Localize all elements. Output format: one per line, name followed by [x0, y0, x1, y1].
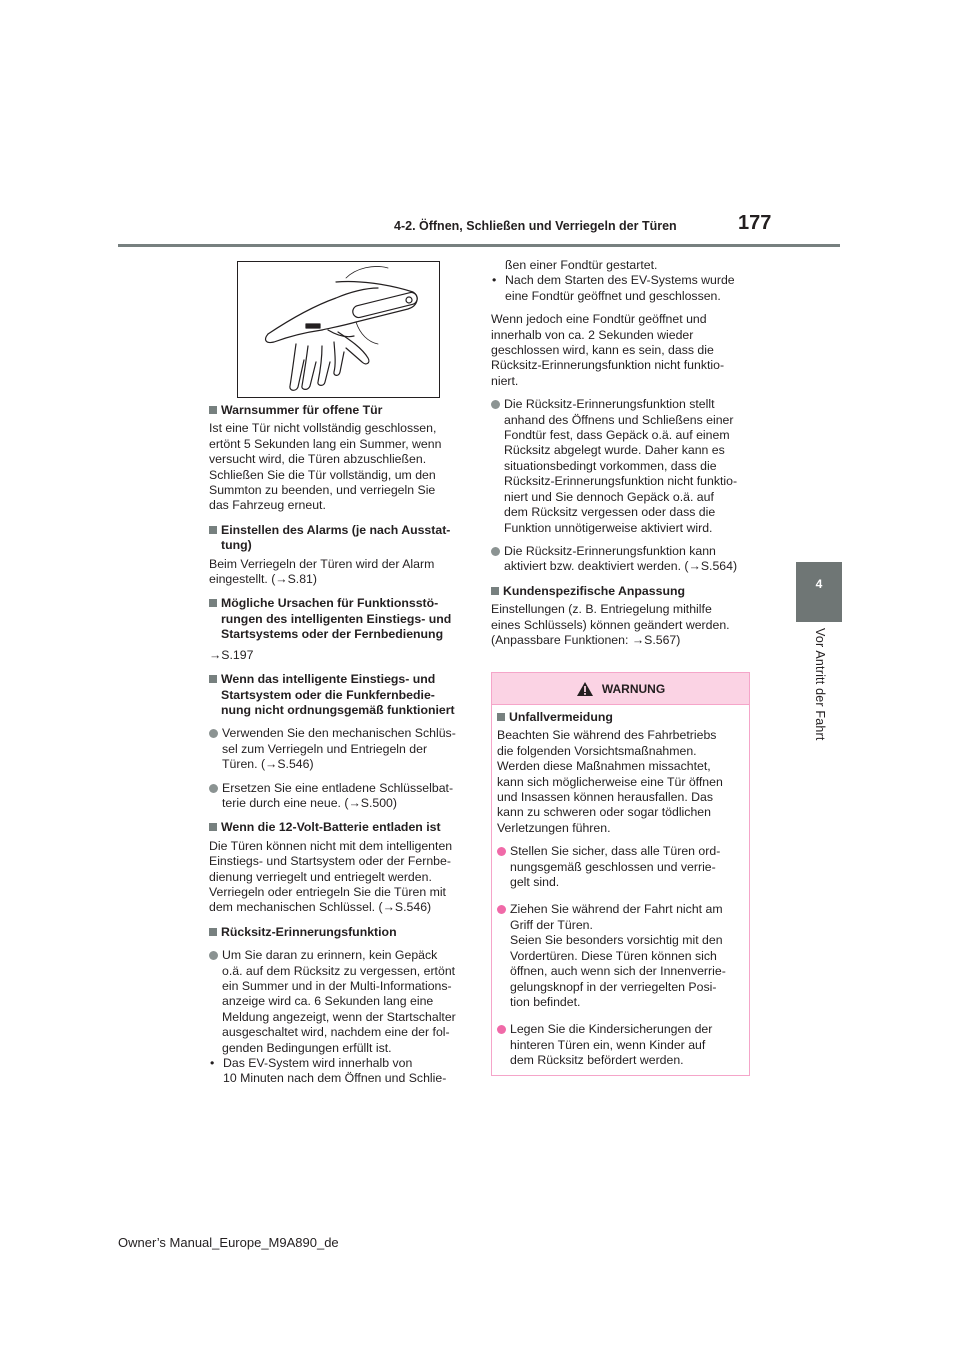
alarm-text: Beim Verriegeln der Türen wird der Alarm eingestellt. (→S.81) [209, 556, 435, 587]
chapter-label: Vor Antritt der Fahrt [813, 628, 827, 741]
list-item: Stellen Sie sicher, dass alle Türen ord- nungsgemäß geschlossen und verrie- gelt sind. [497, 844, 739, 890]
warning-box [491, 672, 750, 1076]
reminder-note: Wenn jedoch eine Fondtür geöffnet und innerhalb von ca. 2 Sekunden wieder geschlossen wird, kann es sein, dass die Rücksitz-Erinnerungsfunktion nicht funktio- niert. [491, 312, 725, 388]
warning-heading: Unfallvermeidung [497, 710, 739, 725]
list-item: Legen Sie die Kindersicherungen der hinteren Türen ein, wenn Kinder auf dem Rücksitz befördert werden. [497, 1022, 739, 1068]
warning-text: Beachten Sie während des Fahrbetriebs die folgenden Vorsichtsmaßnahmen. Werden diese Maßnahmen missachtet, kann sich möglicherweise eine Tür öffnen und Insassen können herausfallen. Das kann zu schweren oder sogar tödlichen Verletzungen führen. [497, 728, 723, 835]
warning-body [492, 705, 749, 1069]
customization-text: Einstellungen (z. B. Entriegelung mithilfe eines Schlüssels) können geändert werden. (Anpassbare Funktionen: →S.567) [491, 602, 730, 647]
list-item: Ziehen Sie während der Fahrt nicht am Griff der Türen. Seien Sie besonders vorsichtig mit den Vordertüren. Diese Türen können sich öffnen, auch wenn sich der Innenverrie- gelungsknopf in der verriegelten Posi- tion befindet. [497, 902, 739, 1010]
square-bullet-icon [209, 599, 217, 607]
section-heading-customization: Kundenspezifische Anpassung [491, 584, 751, 599]
section-heading-battery: Wenn die 12-Volt-Batterie entladen ist [209, 820, 467, 835]
header-rule [118, 244, 840, 247]
section-heading-not-working: Wenn das intelligente Einstiegs- und Startsystem oder die Funkfernbedie- nung nicht ordnungsgemäß funktioniert [209, 672, 467, 718]
dash-bullet-icon: • [492, 273, 497, 288]
square-bullet-icon [209, 928, 217, 936]
circle-bullet-icon [497, 1025, 506, 1034]
dash-list-item: • Nach dem Starten des EV-Systems wurde eine Fondtür geöffnet und geschlossen. [492, 273, 735, 303]
dash-list-item: • Das EV-System wird innerhalb von 10 Minuten nach dem Öffnen und Schlie- [210, 1056, 447, 1086]
section-heading-alarm: Einstellen des Alarms (je nach Ausstat- tung) [209, 523, 467, 554]
circle-bullet-icon [491, 547, 500, 556]
door-warning-text: Ist eine Tür nicht vollständig geschlossen, ertönt 5 Sekunden lang ein Summer, wenn versucht wird, die Türen abzuschließen. Schließen Sie die Tür vollständig, um den Summton zu beenden, und verriegeln Sie das Fahrzeug erneut. [209, 421, 442, 513]
circle-bullet-icon [209, 729, 218, 738]
header-title: 4-2. Öffnen, Schließen und Verriegeln der Türen [394, 219, 677, 233]
warning-title: WARNUNG [601, 681, 666, 696]
warning-triangle-icon [576, 681, 594, 697]
page-number: 177 [738, 212, 772, 234]
chapter-tab: 4 [796, 562, 842, 622]
warning-header [492, 673, 749, 705]
circle-bullet-icon [497, 905, 506, 914]
square-bullet-icon [209, 406, 217, 414]
footer-text: Owner’s Manual_Europe_M9A890_de [118, 1235, 339, 1250]
list-item: Verwenden Sie den mechanischen Schlüs- sel zum Verriegeln und Entriegeln der Türen. (→S.546) [209, 726, 467, 772]
battery-text: Die Türen können nicht mit dem intelligenten Einstiegs- und Startsystem oder der Fernbe- dienung verriegelt und entriegelt werden. Verriegeln oder entriegeln Sie die Türen mit dem mechanischen Schlüssel. (→S.546) [209, 838, 453, 915]
left-column [209, 403, 467, 1087]
circle-bullet-icon [497, 847, 506, 856]
continued-text: ßen einer Fondtür gestartet. [505, 258, 658, 272]
malfunction-ref: →S.197 [209, 647, 254, 662]
square-bullet-icon [209, 823, 217, 831]
circle-bullet-icon [209, 784, 218, 793]
section-heading-malfunction: Mögliche Ursachen für Funktionsstö- rungen des intelligenten Einstiegs- und Startsystems oder der Fernbedienung [209, 596, 467, 642]
square-bullet-icon [209, 526, 217, 534]
square-bullet-icon [491, 587, 499, 595]
circle-bullet-icon [209, 951, 218, 960]
square-bullet-icon [209, 675, 217, 683]
list-item: Um Sie daran zu erinnern, kein Gepäck o.ä. auf dem Rücksitz zu vergessen, ertönt ein Summer und in der Multi-Informations- anzeige wird ca. 6 Sekunden lang eine Meldung angezeigt, wenn der Startschalter ausgeschaltet wird, nachdem eine der fol- genden Bedingungen erfüllt ist. [209, 948, 467, 1056]
hand-on-door-handle-illustration [237, 261, 440, 398]
square-bullet-icon [497, 713, 505, 721]
section-heading-rear-seat-reminder: Rücksitz-Erinnerungsfunktion [209, 925, 467, 940]
right-column [491, 258, 751, 648]
circle-bullet-icon [491, 400, 500, 409]
list-item: Ersetzen Sie eine entladene Schlüsselbat- terie durch eine neue. (→S.500) [209, 781, 467, 812]
list-item: Die Rücksitz-Erinnerungsfunktion kann aktiviert bzw. deaktiviert werden. (→S.564) [491, 544, 751, 575]
section-heading-door-warning: Warnsummer für offene Tür [209, 403, 467, 418]
list-item: Die Rücksitz-Erinnerungsfunktion stellt anhand des Öffnens und Schließens einer Fondtür fest, dass Gepäck o.ä. auf einem Rücksitz abgelegt wurde. Daher kann es situationsbedingt vorkommen, dass die Rücksitz-Erinnerungsfunktion nicht funktio- niert und Sie dennoch Gepäck o.ä. auf dem Rücksitz vergessen oder dass die Funktion unnötigerweise aktiviert wird. [491, 397, 751, 536]
dash-bullet-icon: • [210, 1056, 215, 1071]
